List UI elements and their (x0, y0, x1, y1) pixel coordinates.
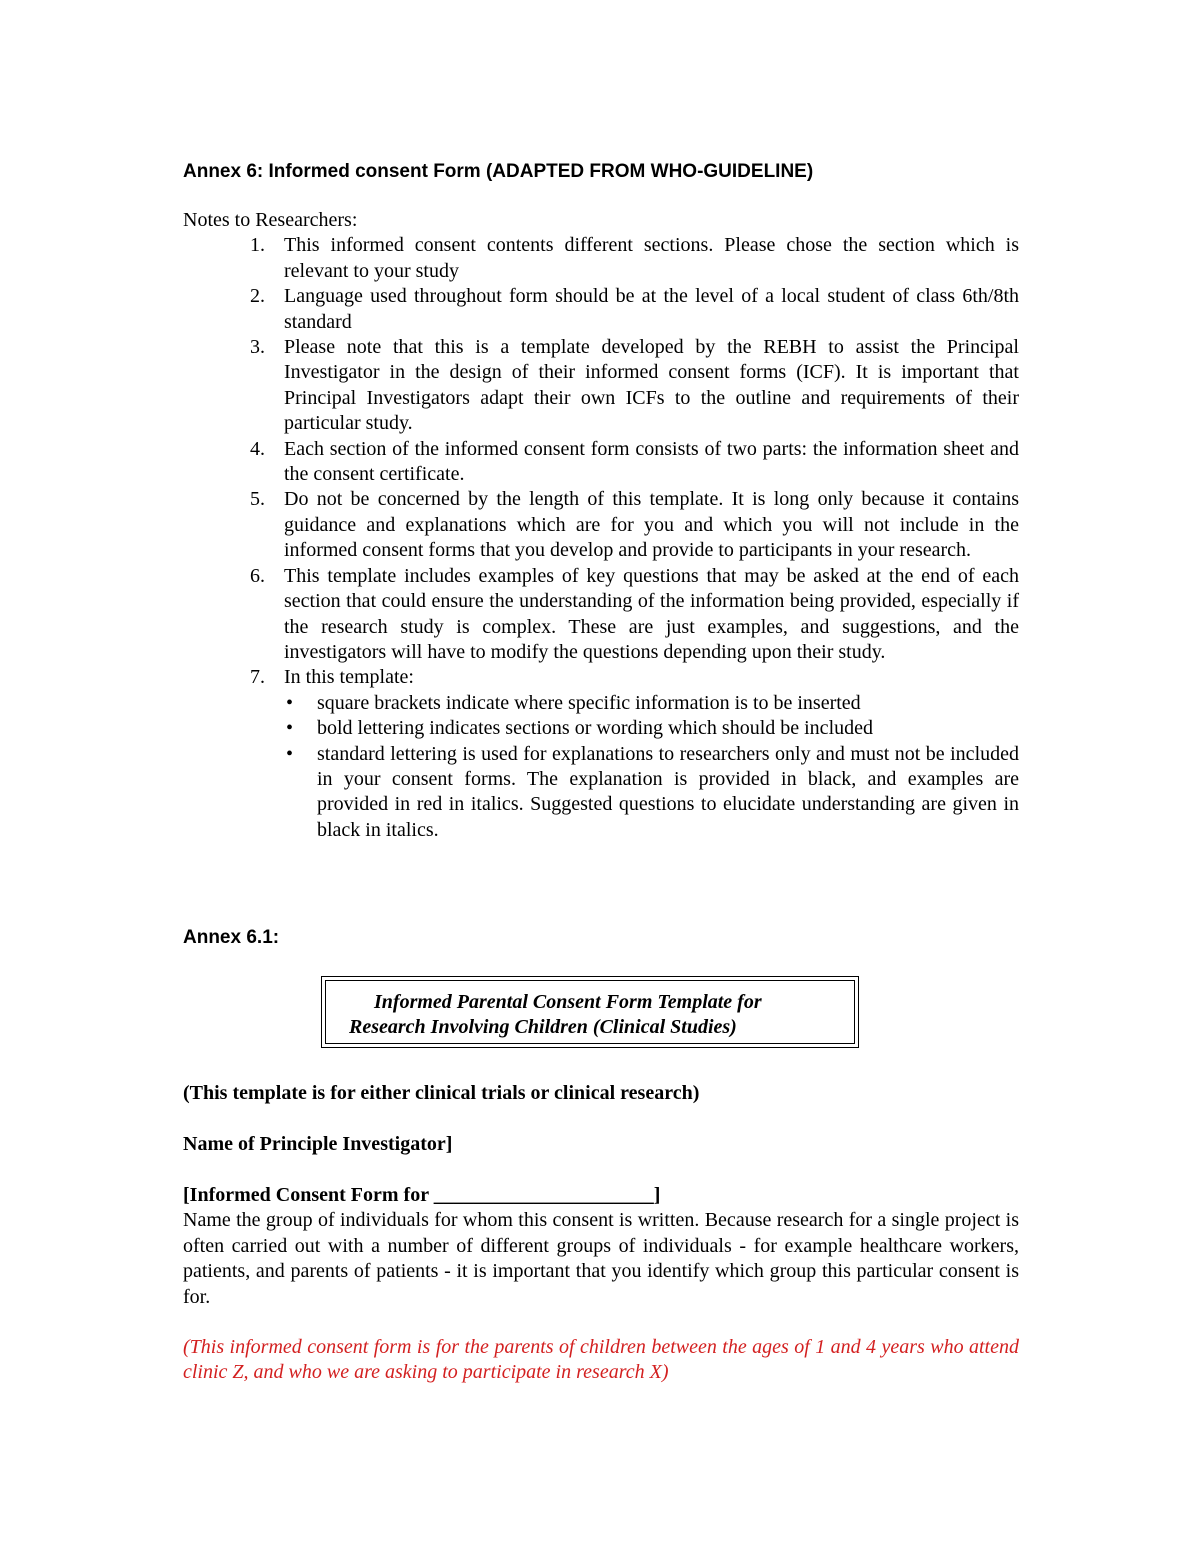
form-title-line-2: Research Involving Children (Clinical Studies) (349, 1016, 737, 1038)
bullet-icon: • (286, 742, 294, 765)
list-text: Please note that this is a template developed by the REBH to assist the Principal Investigator in the design of their informed consent forms (ICF). It is important that Principal Investigators adapt their own ICFs to the outline and requirements of their particular study. (284, 336, 1019, 435)
bullet-icon: • (286, 717, 294, 740)
list-item (183, 437, 1019, 488)
consent-for-description: Name the group of individuals for whom this consent is written. Because research for a single project is often carried out with a number of different groups of individuals - for example healthcare workers, patients, and parents of patients - it is important that you identify which group this particular consent is for. (183, 1209, 1019, 1308)
list-text: Language used throughout form should be at the level of a local student of class 6th/8th standard (284, 285, 1019, 333)
annex-6-1-heading: Annex 6.1: (183, 927, 280, 948)
consent-for-section (183, 1183, 1019, 1310)
list-number: 2. (250, 285, 265, 308)
list-number: 6. (250, 564, 265, 587)
bullet-text: standard lettering is used for explanations to researchers only and must not be included in your consent forms. The explanation is provided in black, and examples are provided in red in italics. Suggested questions to elucidate understanding are given in black in italics. (317, 742, 1019, 841)
list-text: In this template: (284, 666, 414, 689)
annex-6-heading: Annex 6: Informed consent Form (ADAPTED FROM WHO-GUIDELINE) (183, 161, 814, 182)
list-number: 5. (250, 488, 265, 511)
form-title-inner-box (325, 980, 855, 1044)
notes-list (183, 233, 1019, 843)
bullet-item (183, 716, 1019, 741)
investigator-name-field: Name of Principle Investigator] (183, 1133, 453, 1155)
form-title-box (321, 976, 859, 1048)
list-item (183, 665, 1019, 843)
list-number: 4. (250, 437, 265, 460)
template-note: (This template is for either clinical trials or clinical research) (183, 1082, 700, 1104)
template-conventions-list (284, 691, 1019, 843)
list-text: Do not be concerned by the length of this template. It is long only because it contains guidance and explanations which are for you and which you will not include in the informed consent forms that you develop and provide to participants in your research. (284, 488, 1019, 562)
list-number: 7. (250, 666, 265, 689)
list-number: 1. (250, 234, 265, 257)
list-item (183, 284, 1019, 335)
consent-for-heading: [Informed Consent Form for ______________________] (183, 1184, 661, 1206)
bullet-item (183, 691, 1019, 716)
list-text: Each section of the informed consent form consists of two parts: the information sheet and the consent certificate. (284, 437, 1019, 486)
bullet-text: bold lettering indicates sections or wording which should be included (317, 717, 873, 740)
list-text: This template includes examples of key questions that may be asked at the end of each section that could ensure the understanding of the information being provided, especially if the research study is complex. These are just examples, and suggestions, and the investigators will have to modify the questions depending upon their study. (284, 564, 1019, 663)
list-text: This informed consent contents different sections. Please chose the section which is relevant to your study (284, 234, 1019, 282)
notes-to-researchers (183, 208, 1019, 843)
bullet-icon: • (286, 691, 294, 714)
bullet-text: square brackets indicate where specific information is to be inserted (317, 691, 861, 714)
list-number: 3. (250, 336, 265, 359)
list-item (183, 487, 1019, 563)
list-item (183, 564, 1019, 666)
notes-heading: Notes to Researchers: (183, 209, 358, 231)
form-title-line-1: Informed Parental Consent Form Template for (374, 991, 762, 1013)
bullet-item (183, 742, 1019, 844)
example-text: (This informed consent form is for the parents of children between the ages of 1 and 4 years who attend clinic Z, and who we are asking to participate in research X) (183, 1336, 1019, 1384)
list-item (183, 233, 1019, 284)
list-item (183, 335, 1019, 437)
